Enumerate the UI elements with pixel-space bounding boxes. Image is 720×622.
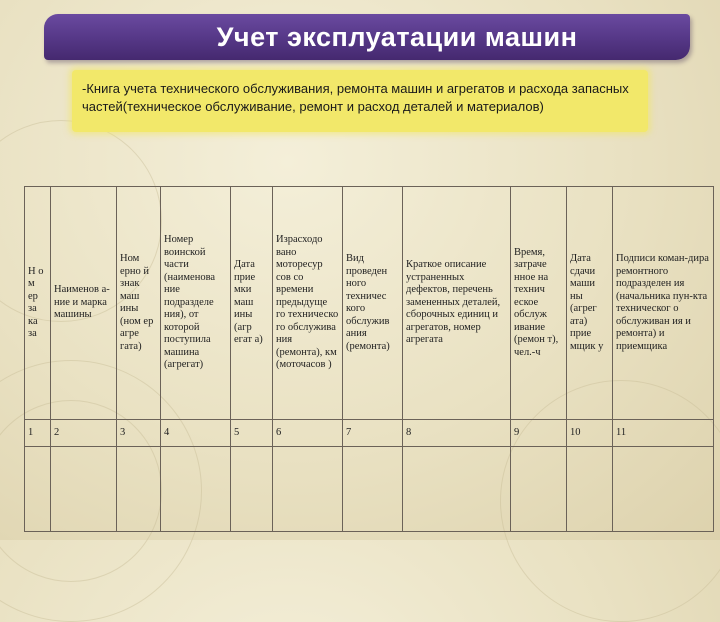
table-cell	[231, 447, 273, 532]
subtitle-text: -Книга учета технического обслуживания, ремонта машин и агрегатов и расхода запасных частей(техническое обслуживание, ремонт и расход деталей и материалов)	[82, 81, 629, 114]
table-cell	[161, 447, 231, 532]
column-header: Дата прие мки маш ины (агр егат а)	[231, 187, 273, 420]
table-cell	[25, 447, 51, 532]
column-header: Номер воинской части (наименова ние подразделе ния), от которой поступила машина (агрегат)	[161, 187, 231, 420]
subtitle-box	[72, 70, 648, 132]
column-number: 8	[403, 420, 511, 447]
column-number: 9	[511, 420, 567, 447]
table-cell	[613, 447, 714, 532]
column-number: 11	[613, 420, 714, 447]
column-number: 4	[161, 420, 231, 447]
column-header: Наименов а-ние и марка машины	[51, 187, 117, 420]
table-cell	[567, 447, 613, 532]
column-header: Дата сдачи маши ны (агрег ата) прие мщик у	[567, 187, 613, 420]
column-number-row	[25, 420, 714, 447]
maintenance-log-table	[24, 186, 714, 532]
column-number: 1	[25, 420, 51, 447]
table-cell	[273, 447, 343, 532]
column-header: Израсходо вано моторесур сов со времени предыдуще го техническо го обслужива ния (ремонта), км (моточасов )	[273, 187, 343, 420]
page-title: Учет эксплуатации машин	[216, 21, 578, 52]
column-number: 2	[51, 420, 117, 447]
title-bar	[44, 14, 690, 60]
column-header: Вид проведен ного техничес кого обслужив ания (ремонта)	[343, 187, 403, 420]
column-header: Н о м ер за ка за	[25, 187, 51, 420]
column-header: Подписи коман-дира ремонтного подразделен ия (начальника пун-кта техническог о обслуживан ия и ремонта) и приемщика	[613, 187, 714, 420]
table-row	[25, 447, 714, 532]
table-header-row	[25, 187, 714, 420]
table-cell	[343, 447, 403, 532]
column-number: 7	[343, 420, 403, 447]
table-cell	[403, 447, 511, 532]
column-number: 6	[273, 420, 343, 447]
column-number: 5	[231, 420, 273, 447]
column-header: Краткое описание устраненных дефектов, перечень замененных деталей, сборочных единиц и агрегатов, номер агрегата	[403, 187, 511, 420]
table-cell	[511, 447, 567, 532]
column-number: 10	[567, 420, 613, 447]
column-header: Ном ерно й знак маш ины (ном ер агре гата)	[117, 187, 161, 420]
table-cell	[117, 447, 161, 532]
column-number: 3	[117, 420, 161, 447]
column-header: Время, затраче нное на технич еское обслуж ивание (ремон т), чел.-ч	[511, 187, 567, 420]
table-cell	[51, 447, 117, 532]
